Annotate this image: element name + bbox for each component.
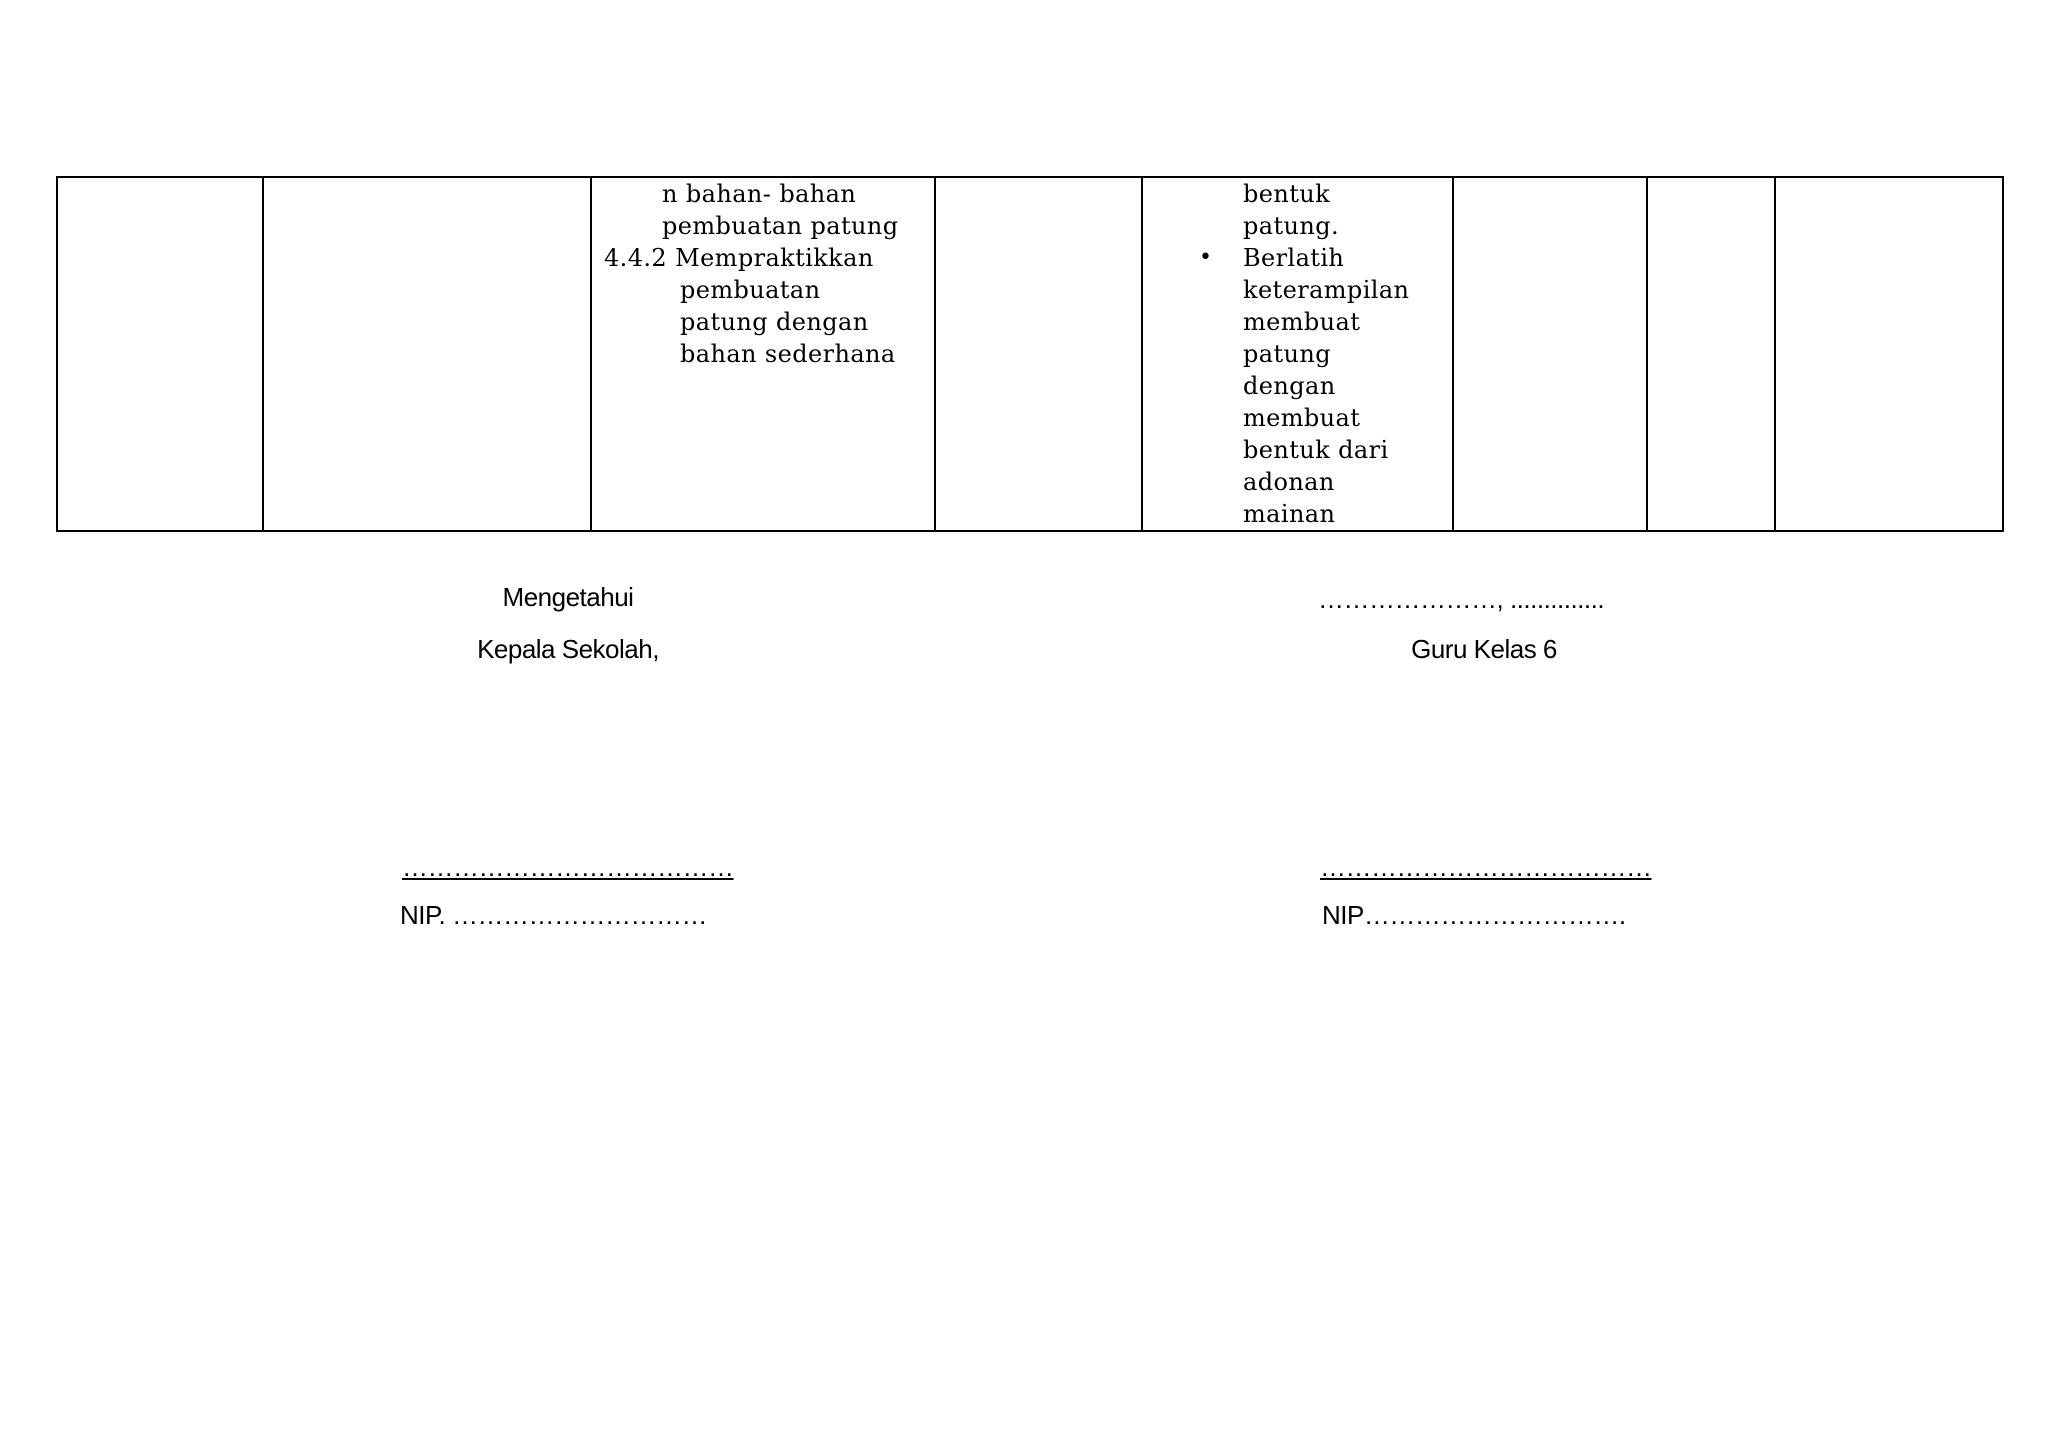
indicator-line: bahan sederhana <box>680 340 896 368</box>
activity-line: membuat <box>1243 404 1361 432</box>
table-cell-indicators <box>591 177 935 531</box>
activity-line: mainan <box>1243 500 1336 528</box>
left-nip: NIP. ………………………… <box>400 900 707 930</box>
left-acknowledge-label: Mengetahui <box>502 582 634 612</box>
rpp-table <box>56 176 2004 532</box>
table-cell-2 <box>263 177 591 531</box>
table-cell-8 <box>1775 177 2003 531</box>
table-cell-1 <box>57 177 263 531</box>
activity-line: keterampilan <box>1243 276 1410 304</box>
right-name-line: ………………………………… <box>1320 852 1652 882</box>
activity-line: patung <box>1243 340 1331 368</box>
indicator-line: patung dengan <box>680 308 869 336</box>
table-cell-6 <box>1453 177 1647 531</box>
left-principal-label: Kepala Sekolah, <box>477 634 659 664</box>
activity-line: bentuk dari <box>1243 436 1389 464</box>
indicator-line: pembuatan <box>680 276 821 304</box>
activity-line: adonan <box>1243 468 1335 496</box>
indicator-line: pembuatan patung <box>662 212 899 240</box>
activity-line: membuat <box>1243 308 1361 336</box>
activity-line: dengan <box>1243 372 1336 400</box>
right-teacher-label: Guru Kelas 6 <box>1411 634 1557 664</box>
right-nip: NIP…………………………. <box>1322 900 1626 930</box>
table-cell-activities <box>1142 177 1453 531</box>
right-place-date: …………………, .............. <box>1318 584 1605 614</box>
activity-line: Berlatih <box>1243 244 1345 272</box>
table-cell-4 <box>935 177 1142 531</box>
indicator-line: 4.4.2 Mempraktikkan <box>604 244 874 272</box>
activity-line: patung. <box>1243 212 1340 240</box>
indicator-line: n bahan- bahan <box>662 180 857 208</box>
bullet-icon: • <box>1199 245 1213 270</box>
left-name-line: ………………………………… <box>402 852 734 882</box>
activity-bullet-item <box>1143 242 1452 274</box>
table-cell-7 <box>1647 177 1775 531</box>
table-row <box>57 177 2003 531</box>
activity-line: bentuk <box>1243 180 1331 208</box>
